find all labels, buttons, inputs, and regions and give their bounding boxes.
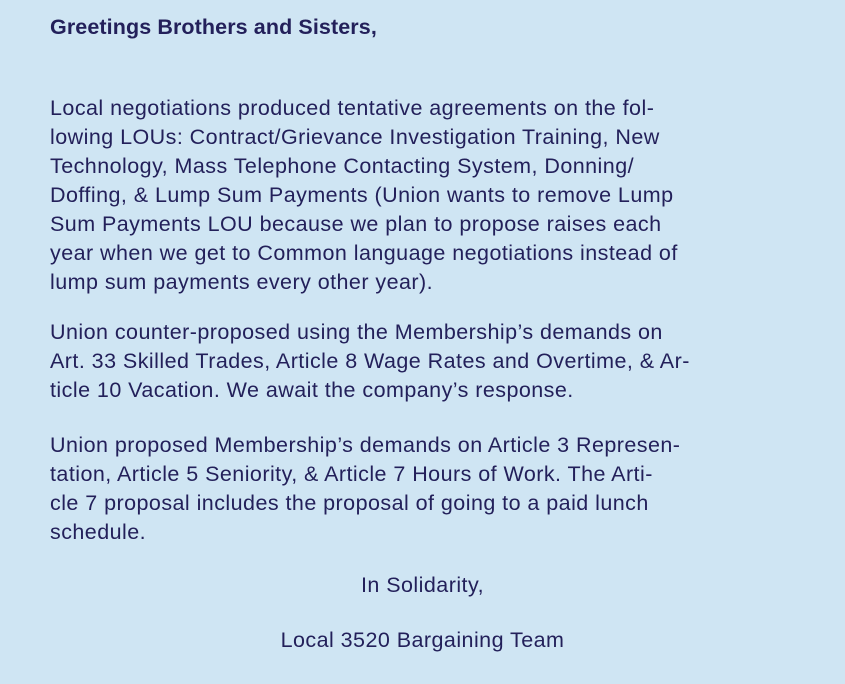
paragraph-line: lump sum payments every other year). [50,270,434,294]
paragraph-tentative-agreements [50,94,795,297]
paragraph-line: year when we get to Common language negotiations instead of [50,241,678,265]
paragraph-line: cle 7 proposal includes the proposal of going to a paid lunch [50,491,649,515]
closing: In Solidarity, [360,573,484,597]
paragraph-line: Union counter-proposed using the Membership’s demands on [50,320,663,344]
paragraph-line: lowing LOUs: Contract/Grievance Investigation Training, New [50,125,660,149]
paragraph-line: ticle 10 Vacation. We await the company’s response. [50,378,574,402]
paragraph-line: schedule. [50,520,147,544]
paragraph-line: Sum Payments LOU because we plan to propose raises each [50,212,662,236]
paragraph-line: Art. 33 Skilled Trades, Article 8 Wage Rates and Overtime, & Ar- [50,349,690,373]
paragraph-counter-proposal [50,318,795,405]
paragraph-line: Technology, Mass Telephone Contacting System, Donning/ [50,154,635,178]
greeting: Greetings Brothers and Sisters, [50,15,377,39]
paragraph-line: Doffing, & Lump Sum Payments (Union wants to remove Lump [50,183,674,207]
signature: Local 3520 Bargaining Team [280,628,565,652]
paragraph-membership-demands [50,431,795,547]
paragraph-line: Local negotiations produced tentative agreements on the fol- [50,96,655,120]
paragraph-line: tation, Article 5 Seniority, & Article 7 Hours of Work. The Arti- [50,462,653,486]
paragraph-line: Union proposed Membership’s demands on Article 3 Represen- [50,433,681,457]
